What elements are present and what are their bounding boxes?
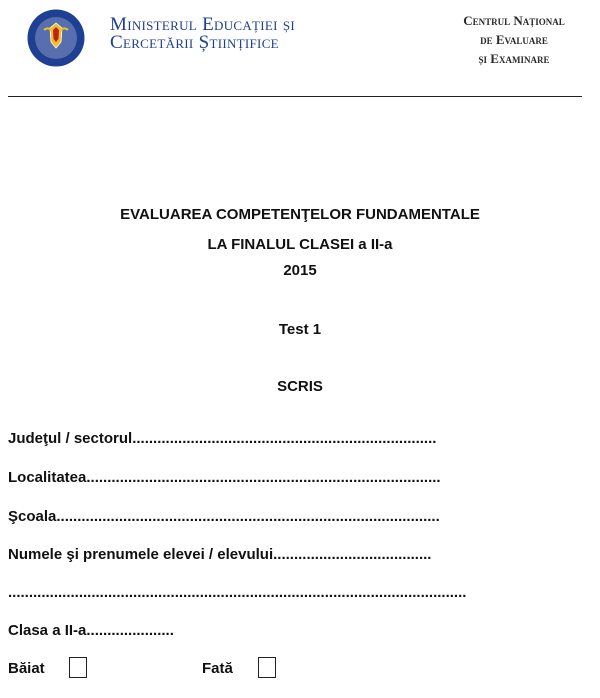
centru-line-2: de Evaluare — [480, 32, 548, 47]
title-year: 2015 — [283, 262, 317, 279]
baiat-label: Băiat — [8, 660, 45, 677]
centru-line-3: și Examinare — [478, 51, 550, 66]
localitate-field[interactable]: Localitatea..................................................................................... — [8, 469, 441, 486]
centru-national-name — [446, 11, 582, 68]
ministry-line-2: Cercetării Științifice — [110, 32, 279, 53]
nume-continuation-field[interactable]: .............................................................................................................. — [8, 584, 467, 601]
title-line-2: LA FINALUL CLASEI a II-a — [207, 236, 393, 253]
title-line-1: EVALUAREA COMPETENŢELOR FUNDAMENTALE — [120, 206, 480, 223]
judet-field[interactable]: Judeţul / sectorul......................................................................... — [8, 430, 437, 447]
ministry-line-1: Ministerul Educației și — [110, 14, 295, 35]
clasa-field[interactable]: Clasa a II-a..................... — [8, 622, 174, 639]
ministry-name — [110, 16, 295, 52]
fata-checkbox[interactable] — [258, 657, 276, 678]
fata-label: Fată — [202, 660, 233, 677]
header-divider — [8, 96, 582, 97]
test-number: Test 1 — [278, 321, 322, 338]
baiat-checkbox[interactable] — [69, 657, 87, 678]
government-emblem-logo — [26, 8, 86, 68]
nume-field[interactable]: Numele şi prenumele elevei / elevului...................................... — [8, 546, 432, 563]
scoala-field[interactable]: Şcoala............................................................................................ — [8, 508, 440, 525]
centru-line-1: Centrul Național — [463, 13, 565, 28]
test-type: SCRIS — [277, 378, 323, 395]
